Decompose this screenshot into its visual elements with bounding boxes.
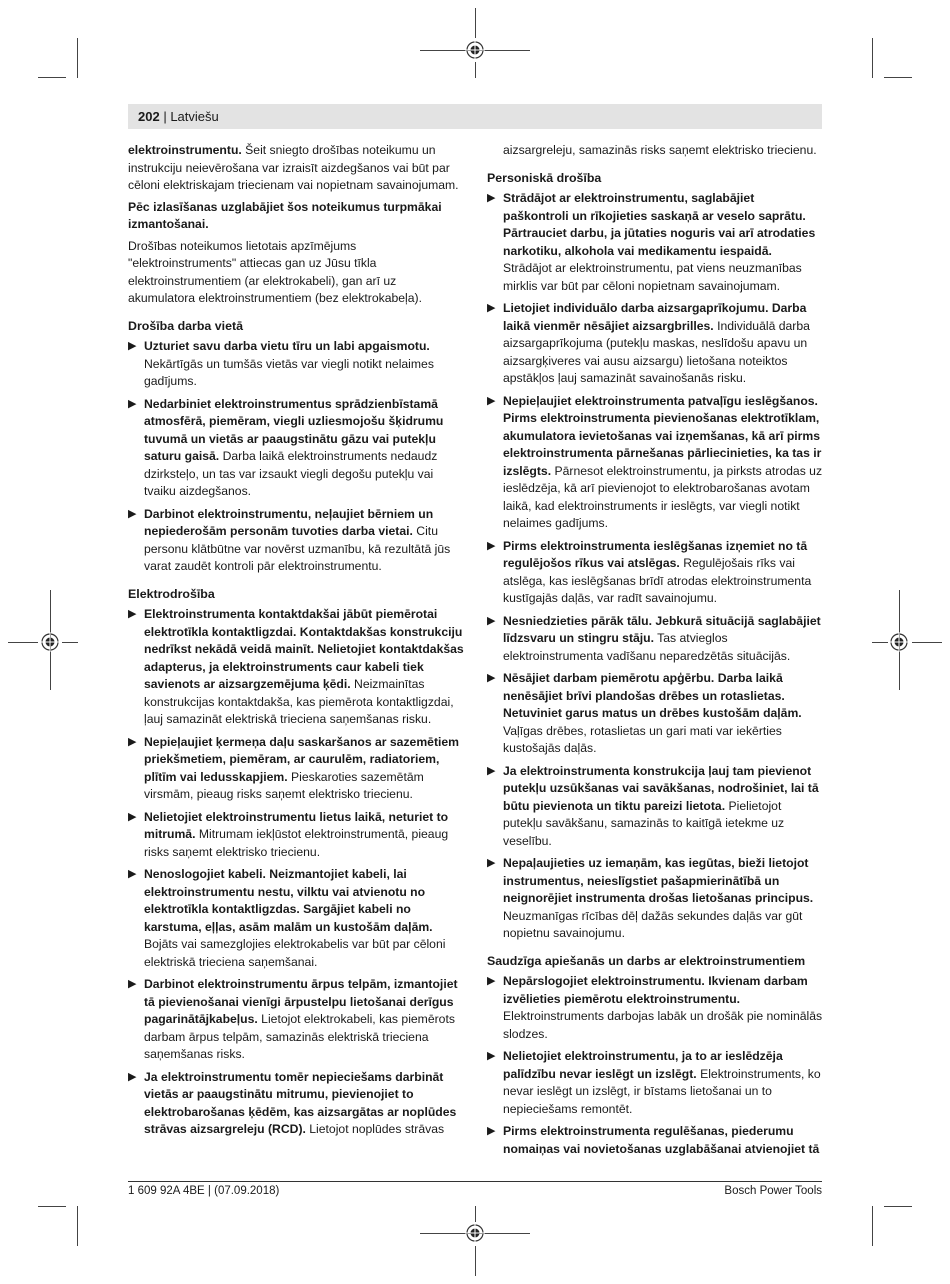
footer-rule (128, 1181, 822, 1182)
registration-mark-icon (889, 632, 909, 652)
item-bold: Darbinot elektroinstrumentu ārpus telpām, izmantojiet tā pievienošanai vienīgi ārpustelpu lietošanai derīgus pagarinātājkabeļus. (144, 977, 458, 1026)
item-text: Elektroinstruments, ko nevar ieslēgt un izslēgt, ir bīstams lietošanai un to nepieciešams remontēt. (503, 1066, 821, 1116)
item-bold: Nepārslogojiet elektroinstrumentu. Ikvienam darbam izvēlieties piemērotu elektroinstrumentu. (503, 974, 808, 1006)
bullet-triangle-icon: ▶ (487, 394, 496, 407)
bullet-triangle-icon: ▶ (128, 507, 137, 520)
header-text (138, 109, 219, 124)
section-title-work-area: Drošība darba vietā (128, 318, 244, 333)
bullet-triangle-icon: ▶ (487, 672, 496, 684)
item-text: Lietojot noplūdes strāvas (305, 1122, 445, 1136)
crop-mark (62, 642, 78, 643)
item-text: Pielietojot putekļu savākšanu, samazinās to kaitīgā ietekme uz veselību. (503, 798, 785, 848)
item-text: Darba laikā elektroinstruments nedaudz dzirksteļo, un tas var izsaukt viegli degošu putekļu vai tvaiku aizdegšanos. (144, 449, 438, 498)
item-text: Nekārtīgās un tumšās vietās var viegli notikt nelaimes gadījums. (144, 356, 434, 388)
list-item (128, 396, 464, 501)
registration-mark-icon (465, 1223, 485, 1243)
crop-mark (872, 38, 873, 78)
bullet-triangle-icon: ▶ (487, 192, 496, 204)
page-number: 202 (138, 109, 160, 124)
intro-paragraph (128, 142, 464, 195)
crop-mark (77, 38, 78, 78)
item-text: Bojāts vai samezglojies elektrokabelis var būt par cēloni elektriskā trieciena saņemšanai. (144, 937, 446, 969)
item-bold: Nepieļaujiet elektroinstrumenta patvaļīgu ieslēgšanos. Pirms elektroinstrumenta pievienošanas elektrotīklam, akumulatora ievietošanas vai izņemšanas, kā arī pirms elektroinstrumenta pārnešanas pārliecinieties, ka tas ir izslēgts. (503, 393, 822, 478)
crop-mark (475, 1246, 476, 1276)
crop-mark (475, 62, 476, 78)
crop-mark (884, 77, 912, 78)
section-work-area (128, 338, 464, 576)
item-bold: Nepaļaujieties uz iemaņām, kas iegūtas, bieži lietojot instrumentus, neieslīgstiet pašapmierinātībā un neignorējiet instrumenta drošas lietošanas principus. (503, 856, 814, 905)
bullet-triangle-icon: ▶ (487, 614, 496, 627)
registration-mark-icon (40, 632, 60, 652)
list-item (487, 1048, 823, 1118)
header-separator: | (159, 109, 171, 124)
crop-mark (912, 642, 942, 643)
list-item (487, 300, 823, 388)
section-title-electrical: Elektrodrošība (128, 586, 215, 601)
item-text: Strādājot ar elektroinstrumentu, pat viens neuzmanības mirklis var būt par cēloni nopietnam savainojumam. (503, 261, 802, 293)
item-bold: Nelietojiet elektroinstrumentu lietus laikā, neturiet to mitrumā. (144, 809, 449, 841)
keep-notice (128, 199, 464, 234)
item-bold: Nepieļaujiet ķermeņa daļu saskaršanos ar sazemētiem priekšmetiem, piemēram, ar caurulēm, radiatoriem, plītīm vai ledusskapjiem. (144, 734, 460, 784)
item-bold: Darbinot elektroinstrumentu, neļaujiet bērniem un nepiederošām personām tuvoties darba vietai. (144, 506, 434, 538)
bullet-triangle-icon: ▶ (487, 975, 496, 987)
list-item (487, 855, 823, 943)
item-text: Regulējošais rīks vai atslēga, kas ieslēgšanas brīdī atrodas elektroinstrumenta kustīgajās daļās, var radīt savainojumu. (503, 556, 812, 605)
crop-mark (884, 1206, 912, 1207)
list-item (128, 866, 464, 971)
footer-brand: Bosch Power Tools (724, 1185, 822, 1197)
crop-mark (38, 77, 66, 78)
bullet-triangle-icon: ▶ (128, 397, 137, 410)
crop-mark (77, 1206, 78, 1246)
crop-mark (872, 642, 888, 643)
item-bold: Nesniedzieties pārāk tālu. Jebkurā situācijā saglabājiet līdzsvaru un stingru stāju. (503, 613, 821, 645)
item-bold: Nedarbiniet elektroinstrumentus sprādzienbīstamā atmosfērā, piemēram, viegli uzliesmojošu šķidrumu tuvumā un vietās ar paaugstinātu gāzu vai putekļu saturu gaisā. (144, 396, 444, 463)
list-item (487, 1123, 823, 1158)
continuation-text: aizsargreleju, samazinās risks saņemt elektrisko triecienu. (503, 143, 817, 157)
list-item (487, 190, 823, 295)
item-bold: Pirms elektroinstrumenta ieslēgšanas izņemiet no tā regulējošos rīkus vai atslēgas. (503, 538, 808, 570)
crop-mark (872, 1206, 873, 1246)
crop-mark (8, 642, 38, 643)
bullet-triangle-icon: ▶ (128, 978, 137, 990)
section-title-personal: Personiskā drošība (487, 170, 602, 185)
bullet-triangle-icon: ▶ (487, 302, 496, 314)
item-bold: Lietojiet individuālo darba aizsargaprīkojumu. Darba laikā vienmēr nēsājiet aizsargbrilles. (503, 301, 807, 333)
item-text: Tas atvieglos elektroinstrumenta vadīšanu neparedzētās situācijās. (503, 631, 791, 663)
item-text: Lietojot elektrokabeli, kas piemērots darbam ārpus telpām, samazinās elektriskā trieciena saņemšanas risks. (144, 1012, 455, 1061)
item-bold: Nelietojiet elektroinstrumentu, ja to ar ieslēdzēja palīdzību nevar ieslēgt un izslēgt. (503, 1049, 783, 1081)
right-column (487, 142, 823, 1163)
intro-text: Šeit sniegto drošības noteikumu un instrukciju neievērošana var izraisīt aizdegšanos vai būt par cēloni elektriskajam triecienam vai nopietnam savainojumam. (128, 143, 459, 192)
section-tool-care (487, 973, 823, 1158)
bullet-triangle-icon: ▶ (487, 857, 496, 869)
list-item (128, 506, 464, 576)
item-text: Citu personu klātbūtne var novērst uzmanību, kā rezultātā jūs varat zaudēt kontroli pār elektroinstrumentu. (144, 524, 451, 573)
bullet-triangle-icon: ▶ (487, 539, 496, 552)
list-item (128, 1069, 464, 1139)
crop-mark (475, 8, 476, 38)
list-item (487, 613, 823, 666)
list-item (128, 606, 464, 729)
bullet-triangle-icon: ▶ (128, 608, 137, 620)
item-text: Neuzmanīgas rīcības dēļ dažās sekundes daļās var gūt nopietnu savainojumu. (503, 908, 803, 940)
section-personal (487, 190, 823, 943)
item-bold: Pirms elektroinstrumenta regulēšanas, piederumu nomaiņas vai novietošanas uzglabāšanai atvienojiet tā (503, 1124, 820, 1156)
list-item (128, 734, 464, 804)
list-item (487, 763, 823, 851)
item-text: Pārnesot elektroinstrumentu, ja pirksts atrodas uz ieslēdzēja, kā arī pievienojot to elektrobarošanas avotam laikā, kad elektroinstruments ir ieslēgts, var viegli notikt nelaimes gadījums. (503, 463, 823, 530)
list-item (487, 393, 823, 533)
list-item (128, 338, 464, 391)
footer-doc-code: 1 609 92A 4BE | (07.09.2018) (128, 1185, 280, 1197)
list-item (128, 976, 464, 1064)
section-title-tool-care: Saudzīga apiešanās un darbs ar elektroinstrumentiem (487, 953, 806, 968)
registration-mark-icon (465, 40, 485, 60)
header-language: Latviešu (170, 109, 219, 124)
item-bold: Nēsājiet darbam piemērotu apģērbu. Darba laikā nenēsājiet brīvi plandošas drēbes un rotaslietas. Netuviniet garus matus un drēbes kustošām daļām. (503, 671, 802, 720)
item-text: Individuālā darba aizsargaprīkojuma (putekļu maskas, neslīdošu apavu un aizsargķiveres vai ausu aizsargu) lietošana noteiktos apstākļos ļauj samazināt savainošanās risku. (503, 318, 810, 385)
intro-bold: elektroinstrumentu. (128, 143, 242, 157)
bullet-triangle-icon: ▶ (128, 735, 137, 748)
bullet-triangle-icon: ▶ (487, 764, 496, 777)
list-item (128, 809, 464, 862)
item-bold: Ja elektroinstrumenta konstrukcija ļauj tam pievienot putekļu uzsūkšanas vai savākšanas, nodrošiniet, lai tā būtu pievienota un tiktu pareizi lietota. (503, 763, 819, 813)
definition-paragraph: Drošības noteikumos lietotais apzīmējums "elektroinstruments" attiecas gan uz Jūsu tīkla elektroinstrumentiem (ar elektrokabeli), gan arī uz akumulatora elektroinstrumentiem (bez elektrokabeļa). (128, 238, 422, 305)
item-bold: Ja elektroinstrumentu tomēr nepieciešams darbināt vietās ar paaugstinātu mitrumu, pievienojiet to elektrobarošanas ķēdēm, kas aizsargātas ar noplūdes strāvas aizsargreleju (RCD). (144, 1069, 457, 1136)
item-text: Neizmainītas konstrukcijas kontaktdakša, kas piemērota kontaktligzdai, ļauj samazināt elektriskā trieciena saņemšanas risku. (144, 677, 454, 726)
item-text: Elektroinstruments darbojas labāk un drošāk pie nominālās slodzes. (503, 1009, 823, 1041)
bullet-triangle-icon: ▶ (487, 1050, 496, 1062)
page-header (128, 104, 822, 129)
item-text: Vaļīgas drēbes, rotaslietas un gari mati var iekērties kustošajās daļās. (503, 723, 782, 755)
item-bold: Strādājot ar elektroinstrumentu, saglabājiet paškontroli un rīkojieties saskaņā ar veselo saprātu. Pārtrauciet darbu, ja jūtaties noguris vai arī atrodaties narkotiku, alkohola vai medikamentu iespaidā. (503, 191, 816, 258)
bullet-triangle-icon: ▶ (128, 810, 137, 823)
list-item (487, 670, 823, 758)
list-item (487, 973, 823, 1043)
keep-notice-text: Pēc izlasīšanas uzglabājiet šos noteikumus turpmākai izmantošanai. (128, 199, 442, 231)
crop-mark (38, 1206, 66, 1207)
section-electrical (128, 606, 464, 1139)
crop-mark (475, 1206, 476, 1222)
item-bold: Uzturiet savu darba vietu tīru un labi apgaismotu. (144, 339, 430, 353)
item-text: Pieskaroties sazemētām virsmām, pieaug risks saņemt elektrisko triecienu. (144, 769, 424, 801)
item-text: Mitrumam iekļūstot elektroinstrumentā, pieaug risks saņemt elektrisko triecienu. (144, 827, 449, 859)
item-bold: Elektroinstrumenta kontaktdakšai jābūt piemērotai elektrotīkla kontaktligzdai. Kontaktdakšas konstrukciju nedrīkst nekādā veidā mainīt. Nelietojiet kontaktdakšas adapterus, ja elektroinstruments caur kabeli tiek savienots ar aizsargzemējuma ķēdi. (144, 607, 464, 691)
bullet-triangle-icon: ▶ (128, 340, 137, 352)
list-item (487, 538, 823, 608)
bullet-triangle-icon: ▶ (128, 1070, 137, 1083)
item-bold: Nenoslogojiet kabeli. Neizmantojiet kabeli, lai elektroinstrumentu nestu, vilktu vai atvienotu no elektrotīkla kontaktligzdas. Sargājiet kabeli no karstuma, eļļas, asām malām un kustošām daļām. (144, 867, 433, 934)
bullet-triangle-icon: ▶ (128, 868, 137, 880)
bullet-triangle-icon: ▶ (487, 1125, 496, 1137)
left-column (128, 142, 464, 1144)
